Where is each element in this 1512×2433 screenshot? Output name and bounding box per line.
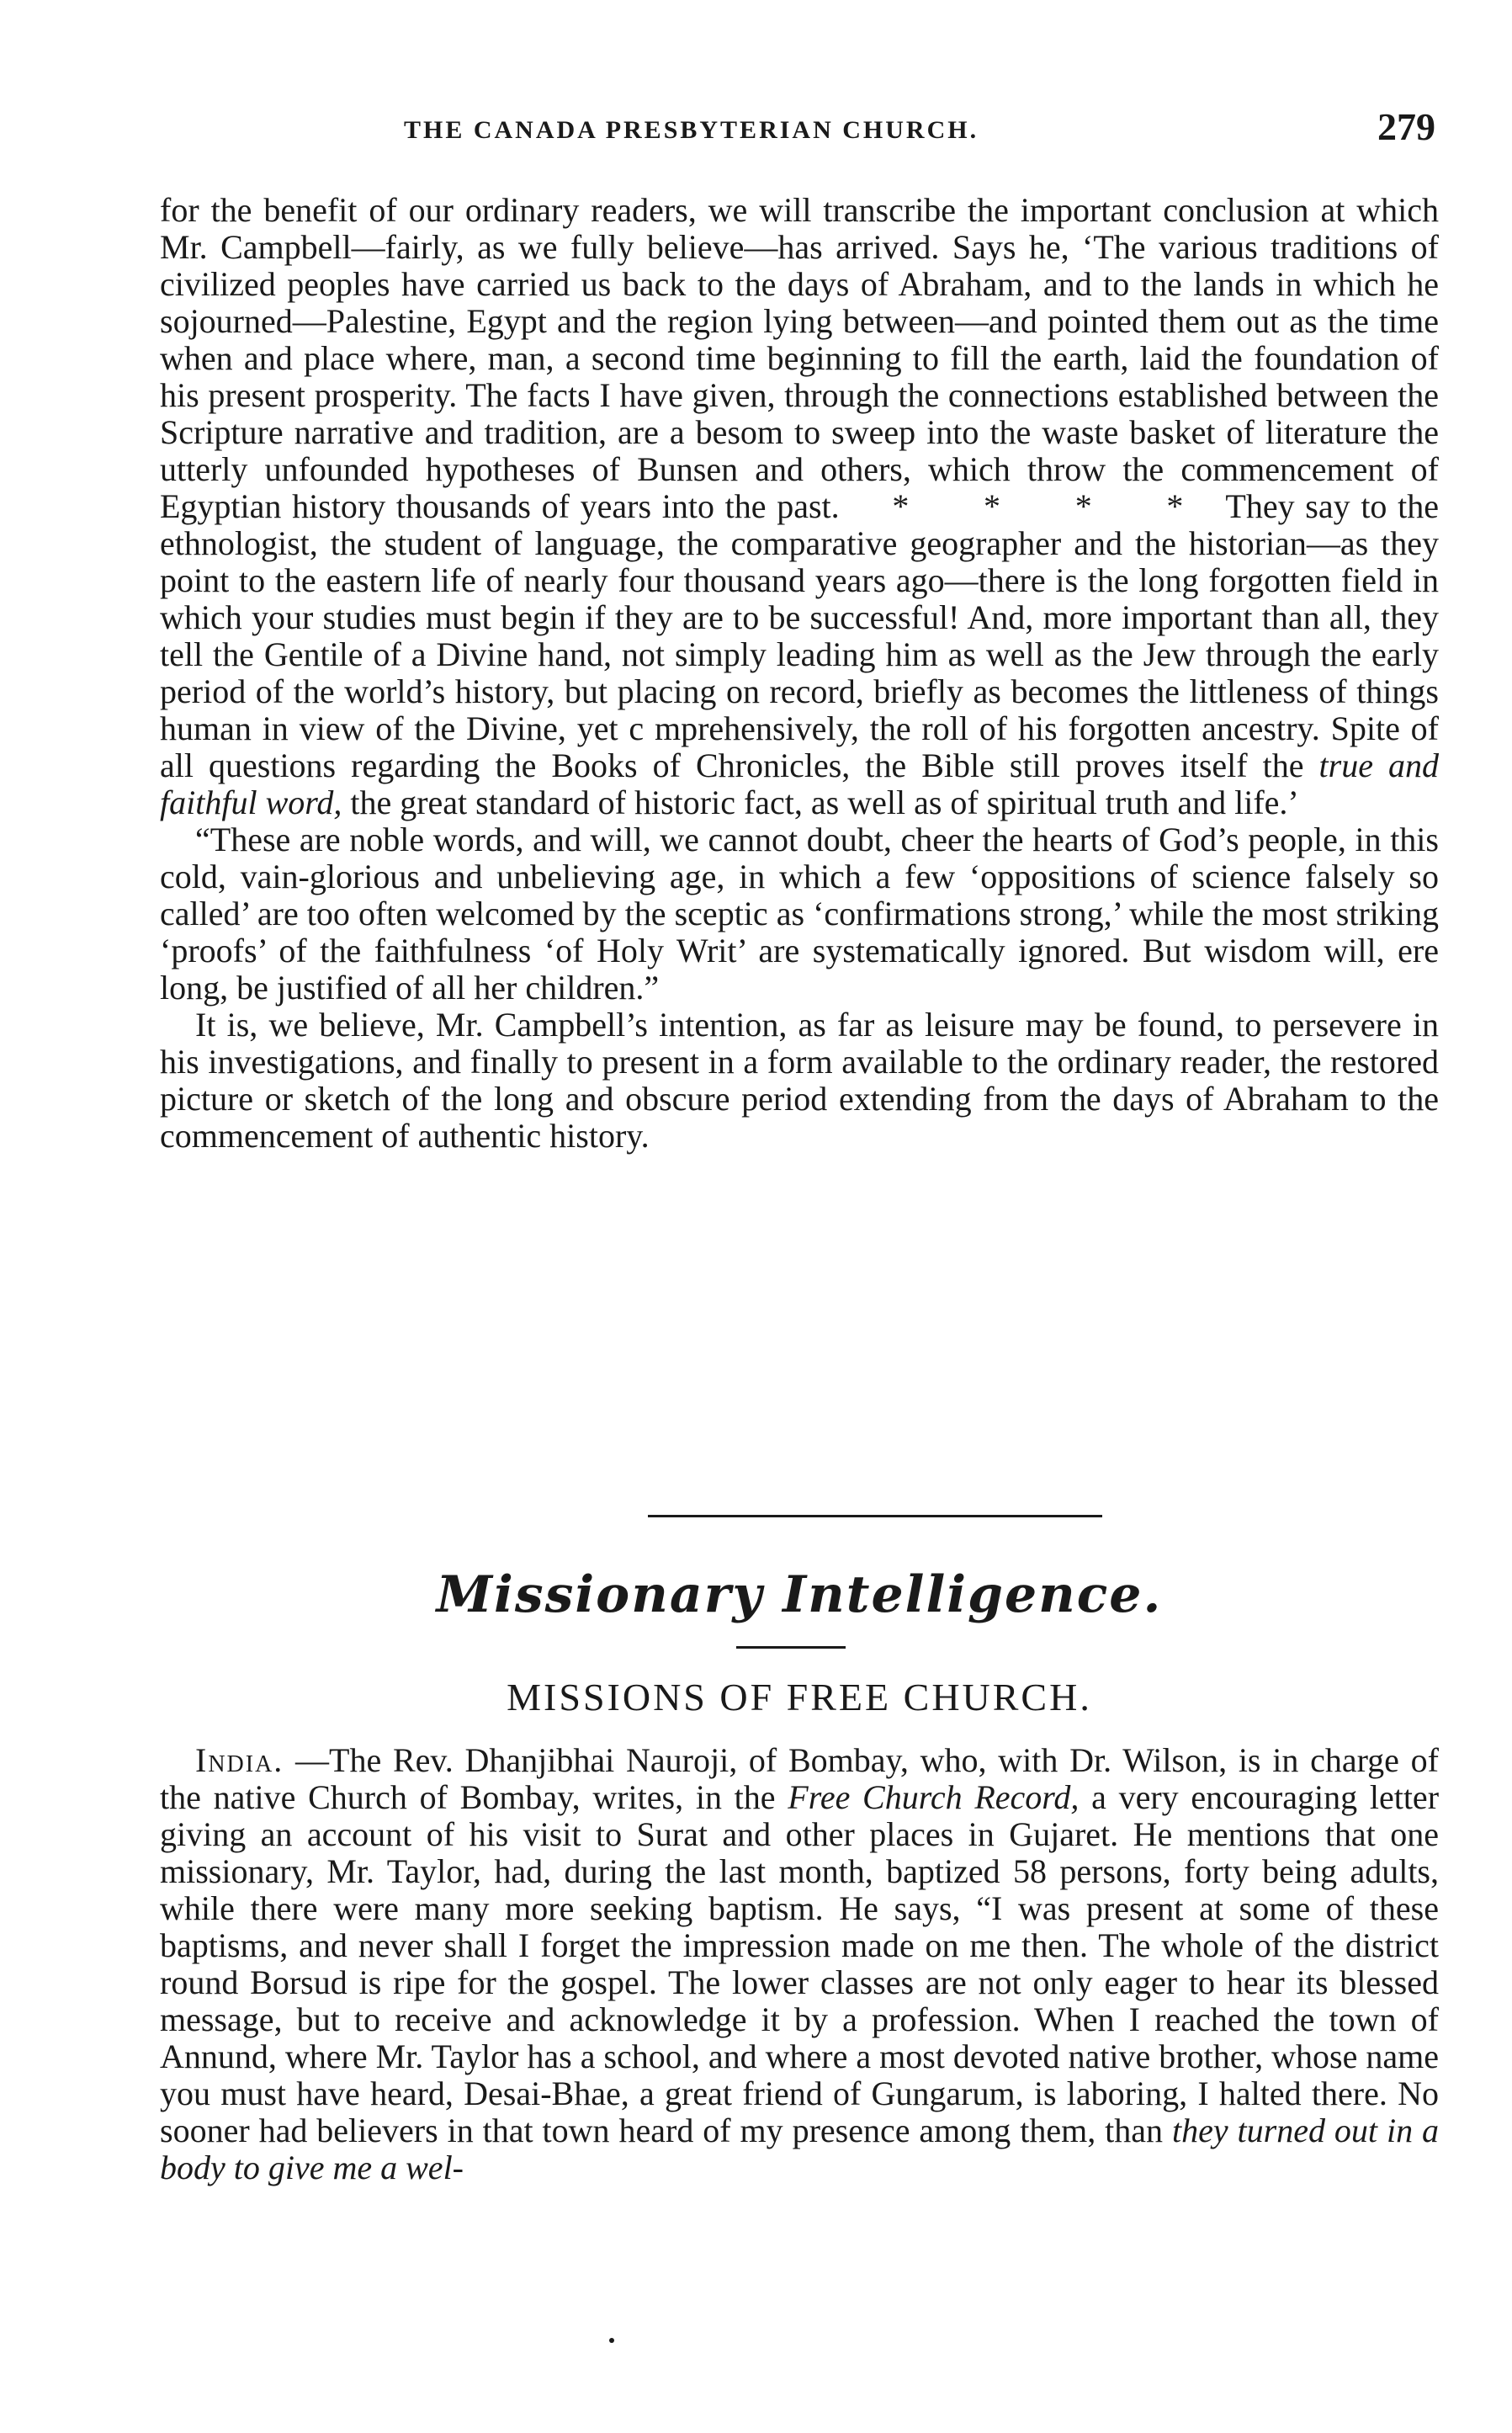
paragraph-campbell-quote (160, 192, 1439, 821)
section-title: Missionary Intelligence. (436, 1565, 1163, 1624)
print-speck (609, 2338, 614, 2343)
sub-heading: MISSIONS OF FREE CHURCH. (507, 1676, 1092, 1719)
paragraph-text: “These are noble words, and will, we cannot doubt, cheer the hearts of God’s people, in this cold, vain-glorious and unbelieving age, in which a few ‘oppositions of science falsely so called’ are too often welcomed by the sceptic as ‘confirmations strong,’ while the most striking ‘proofs’ of the faithfulness ‘of Holy Writ’ are systematically ignored. But wisdom will, ere long, be justified of all her children.” (160, 821, 1439, 1007)
title-underline-rule (736, 1646, 846, 1649)
india-report (160, 1742, 1439, 2186)
asterisms: * * * * (892, 487, 1216, 525)
running-head (160, 104, 1447, 155)
paragraph-text: It is, we believe, Mr. Campbell’s intention, as far as leisure may be found, to persevere in his investigations, and finally to present in a form available to the ordinary reader, the restored picture or sketch of the long and obscure period extending from the days of Abraham to the commencement of authentic history. (160, 1006, 1439, 1155)
paragraph-text: a very encouraging letter giving an account of his visit to Surat and other places in Gujaret. He mentions that one missionary, Mr. Taylor, had, during the last month, baptized 58 persons, forty being adults, while there were many more seeking baptism. He says, “I was present at some of these baptisms, and never shall I forget the impression made on me then. The whole of the district round Borsud is ripe for the gospel. The lower classes are not only eager to hear its blessed message, but to receive and acknowledge it by a profession. When I reached the town of Annund, where Mr. Taylor has a school, and where a most devoted native brother, whose name you must have heard, Desai-Bhae, a great friend of Gungarum, is laboring, I halted there. No sooner had believers in that town heard of my presence among them, than (160, 1778, 1440, 2149)
paragraph-noble-words (160, 821, 1439, 1007)
page-number: 279 (1377, 105, 1435, 148)
paragraph-text: the great standard of historic fact, as well as of spiritual truth and life.’ (350, 784, 1299, 821)
article-continuation (160, 192, 1439, 1155)
italic-publication: Free Church Record, (788, 1778, 1080, 1816)
italic-phrase: true and faithful word, (160, 746, 1439, 821)
paragraph-text: They say to the ethnologist, the student of language, the comparative geographer and the historian—as they point to the eastern life of nearly four thousand years ago—there is the long forgotten field in which your studies must begin if they are to be successful! And, more important than all, they tell the Gentile of a Divine hand, not simply leading him as well as the Jew through the early period of the world’s history, but placing on record, briefly as becomes the littleness of things human in view of the Divine, yet c mprehensively, the roll of his forgotten ancestry. Spite of all questions regarding the Books of Chronicles, the Bible still proves itself the (160, 487, 1439, 784)
italic-phrase: they turned out in a body to give me a wel- (160, 2112, 1440, 2186)
paragraph-campbell-intention (160, 1007, 1439, 1155)
section-divider-rule (648, 1515, 1102, 1517)
paragraph-text: for the benefit of our ordinary readers, we will transcribe the important conclusion at which Mr. Campbell—fairly, as we fully believe—has arrived. Says he, ‘The various traditions of civilized peoples have carried us back to the days of Abraham, and to the lands in which he sojourned—Palestine, Egypt and the region lying between—and pointed them out as the time when and place where, man, a second time beginning to fill the earth, laid the foundation of his present prosperity. The facts I have given, through the connections established between the Scripture narrative and tradition, are a besom to sweep into the waste basket of literature the utterly unfounded hypotheses of Bunsen and others, which throw the commencement of Egyptian history thousands of years into the past. (160, 191, 1439, 525)
place-name: India. (195, 1741, 284, 1779)
paragraph-text: —The Rev. Dhanjibhai Nauroji, of Bombay, who, with Dr. Wilson, is in charge of the native Church of Bombay, writes, in the (160, 1741, 1439, 1816)
running-title: THE CANADA PRESBYTERIAN CHURCH. (404, 116, 979, 144)
paragraph-india (160, 1742, 1439, 2186)
